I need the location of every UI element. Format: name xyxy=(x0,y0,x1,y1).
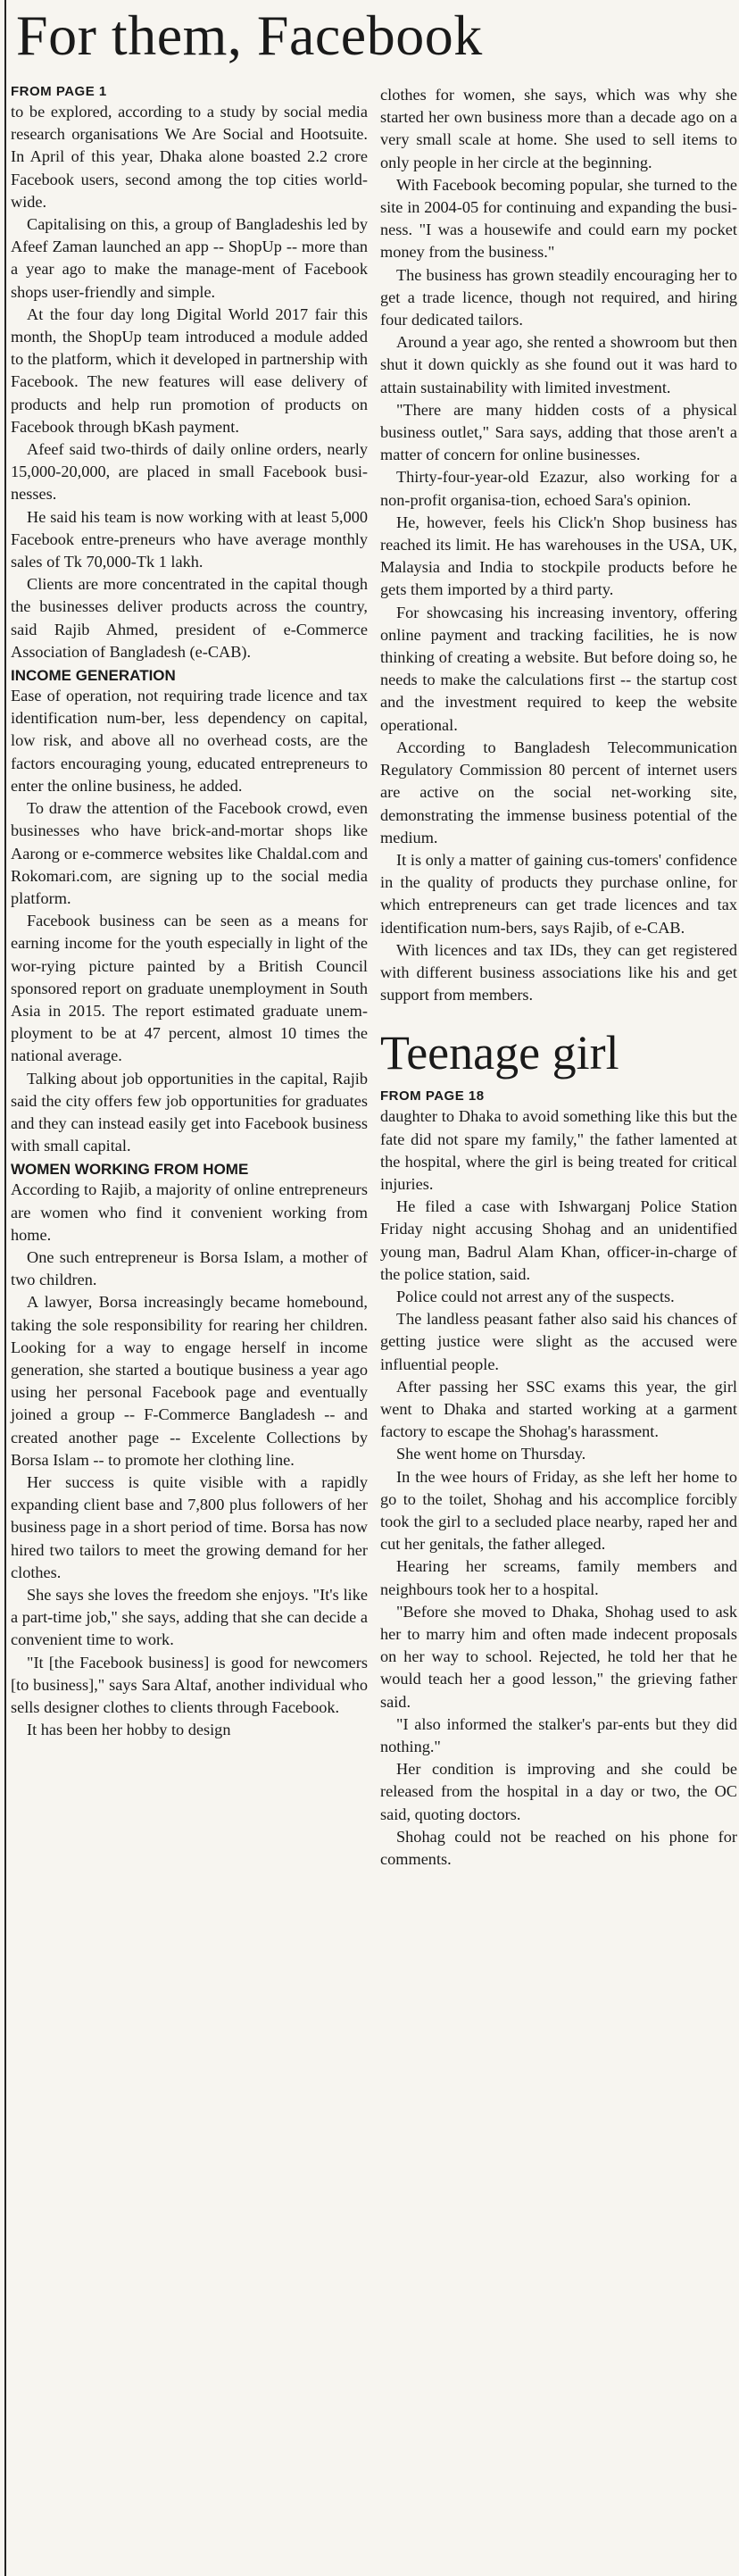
col1-body-c xyxy=(11,1179,368,1741)
paragraph: With Facebook becoming popular, she turned to the site in 2004-05 for continuing and expanding the busi-ness. "I was a housewife and could earn my pocket money from the business." xyxy=(380,175,737,262)
subhead-income-generation: INCOME GENERATION xyxy=(11,667,176,685)
paragraph: A lawyer, Borsa increasingly became homebound, taking the sole responsibility for rearing her children. Looking for a way to engage herself in income generation, she started a boutique business a year ago using her personal Facebook page and eventually joined a group -- F-Commerce Bangladesh -- and created another page -- Excelente Collections by Borsa Islam -- to promote her clothing line. xyxy=(11,1293,368,1469)
column-right xyxy=(380,84,737,1871)
paragraph: At the four day long Digital World 2017 fair this month, the ShopUp team introduced a module added to the platform, which it developed in partnership with Facebook. The new features will ease delivery of products and help run promotion of products on Facebook through bKash payment. xyxy=(11,304,368,436)
paragraph: For showcasing his increasing inventory, offering online payment and tracking facilities, he is now thinking of creating a website. But before doing so, he needs to make the calculations first -- the startup cost and the investment required to keep the website operational. xyxy=(380,603,737,734)
paragraph: In the wee hours of Friday, as she left her home to go to the toilet, Shohag and his accomplice forcibly took the girl to a secluded place nearby, raped her and cut her genitals, the father alleged. xyxy=(380,1467,737,1554)
paragraph: Her condition is improving and she could be released from the hospital in a day or two, the OC said, quoting doctors. xyxy=(380,1760,737,1823)
col1-body-a xyxy=(11,101,368,663)
paragraph: Thirty-four-year-old Ezazur, also working for a non-profit organisa-tion, echoed Sara's opinion. xyxy=(380,468,737,509)
paragraph: With licences and tax IDs, they can get registered with different business associations like his and get support from members. xyxy=(380,940,737,1005)
paragraph: Clients are more concentrated in the capital though the businesses deliver products across the country, said Rajib Ahmed, president of e-Commerce Association of Bangladesh (e-CAB). xyxy=(11,575,368,661)
paragraph: She says she loves the freedom she enjoys. "It's like a part-time job," she says, adding that she can decide a convenient time to work. xyxy=(11,1586,368,1649)
paragraph: He, however, feels his Click'n Shop business has reached its limit. He has warehouses in the USA, UK, Malaysia and India to stockpile products before he gets them imported by a third party. xyxy=(380,513,737,599)
column-left xyxy=(11,84,368,1871)
paragraph: Talking about job opportunities in the capital, Rajib said the city offers few job opportunities for graduates and they can instead easily get into Facebook business with small capital. xyxy=(11,1069,368,1155)
paragraph: To draw the attention of the Facebook crowd, even businesses who have brick-and-mortar shops like Aarong or e-commerce websites like Chaldal.com and Rokomari.com, are signing up to the social media platform. xyxy=(11,799,368,907)
kicker-from-page-1: FROM PAGE 1 xyxy=(11,84,107,99)
paragraph: Ease of operation, not requiring trade licence and tax identification num-ber, less dependency on capital, low risk, and above all no overhead costs, are the factors encouraging young, educated entrepreneurs to enter the online business, he added. xyxy=(11,687,368,795)
second-headline: Teenage girl xyxy=(380,1026,619,1080)
paragraph: He filed a case with Ishwarganj Police Station Friday night accusing Shohag and an unidentified young man, Badrul Alam Khan, officer-in-charge of the police station, said. xyxy=(380,1197,737,1283)
paragraph: to be explored, according to a study by social media research organisations We Are Social and Hootsuite. In April of this year, Dhaka alone boasted 2.2 crore Facebook users, second among the top cities world-wide. xyxy=(11,103,368,211)
paragraph: After passing her SSC exams this year, the girl went to Dhaka and started working at a garment factory to escape the Shohag's harassment. xyxy=(380,1377,737,1441)
paragraph: Capitalising on this, a group of Bangladeshis led by Afeef Zaman launched an app -- ShopUp -- more than a year ago to make the manage-ment of Facebook shops user-friendly and simple. xyxy=(11,215,368,301)
paragraph: It has been her hobby to design xyxy=(27,1721,231,1739)
paragraph: The landless peasant father also said his chances of getting justice were slight as the accused were influential people. xyxy=(380,1310,737,1373)
article-columns xyxy=(11,84,737,1871)
paragraph: She went home on Thursday. xyxy=(396,1445,586,1463)
paragraph: "I also informed the stalker's par-ents but they did nothing." xyxy=(380,1714,737,1756)
paragraph: Facebook business can be seen as a means for earning income for the youth especially in light of the wor-rying picture painted by a British Council sponsored report on graduate unemployment in South Asia in 2015. The report estimated graduate unem-ployment to be at 47 percent, almost 10 times the national average. xyxy=(11,912,368,1065)
paragraph: "There are many hidden costs of a physical business outlet," Sara says, adding that those aren't a matter of concern for online businesses. xyxy=(380,400,737,464)
second-story-body xyxy=(380,1105,737,1871)
paragraph: Shohag could not be reached on his phone for comments. xyxy=(380,1827,737,1869)
paragraph: Her success is quite visible with a rapidly expanding client base and 7,800 plus followers of her business page in a short period of time. Borsa has now hired two tailors to meet the growing demand for her clothes. xyxy=(11,1472,368,1581)
column-rule xyxy=(4,0,6,2576)
paragraph: Around a year ago, she rented a showroom but then shut it down quickly as she found out it was hard to attain sustainability with limited investment. xyxy=(380,333,737,396)
paragraph: According to Rajib, a majority of online entrepreneurs are women who find it convenient working from home. xyxy=(11,1180,368,1244)
paragraph: "It [the Facebook business] is good for newcomers [to business]," says Sara Altaf, another individual who sells designer clothes to clients through Facebook. xyxy=(11,1653,368,1717)
paragraph: He said his team is now working with at least 5,000 Facebook entre-preneurs who have average monthly sales of Tk 70,000-Tk 1 lakh. xyxy=(11,507,368,571)
paragraph: Police could not arrest any of the suspects. xyxy=(396,1287,675,1305)
col1-body-b xyxy=(11,685,368,1157)
paragraph: The business has grown steadily encouraging her to get a trade licence, though not required, and hiring four dedicated tailors. xyxy=(380,265,737,329)
paragraph: daughter to Dhaka to avoid something like this but the fate did not spare my family," the father lamented at the hospital, where the girl is being treated for critical injuries. xyxy=(380,1107,737,1193)
paragraph: One such entrepreneur is Borsa Islam, a mother of two children. xyxy=(11,1247,368,1289)
paragraph: Afeef said two-thirds of daily online orders, nearly 15,000-20,000, are placed in small Facebook busi-nesses. xyxy=(11,440,368,504)
subhead-women-working: WOMEN WORKING FROM HOME xyxy=(11,1161,249,1179)
paragraph: It is only a matter of gaining cus-tomers' confidence in the quality of products they purchase online, for which entrepreneurs can get trade licences and tax identification num-bers, says Rajib, of e-CAB. xyxy=(380,850,737,937)
kicker-from-page-18: FROM PAGE 18 xyxy=(380,1088,485,1105)
col2-body xyxy=(380,84,737,1006)
paragraph: Hearing her screams, family members and neighbours took her to a hospital. xyxy=(380,1557,737,1598)
paragraph: clothes for women, she says, which was why she started her own business more than a decade ago on a very small scale at home. She used to sell items to only people in her circle at the beginning. xyxy=(380,86,737,171)
main-headline: For them, Facebook xyxy=(16,4,483,67)
paragraph: "Before she moved to Dhaka, Shohag used to ask her to marry him and often made indecent proposals on her way to school. Rejected, he told her that he would teach her a good lesson," the grieving father said. xyxy=(380,1602,737,1711)
paragraph: According to Bangladesh Telecommunication Regulatory Commission 80 percent of internet users are active on the social net-working site, demonstrating the immense business potential of the medium. xyxy=(380,738,737,846)
